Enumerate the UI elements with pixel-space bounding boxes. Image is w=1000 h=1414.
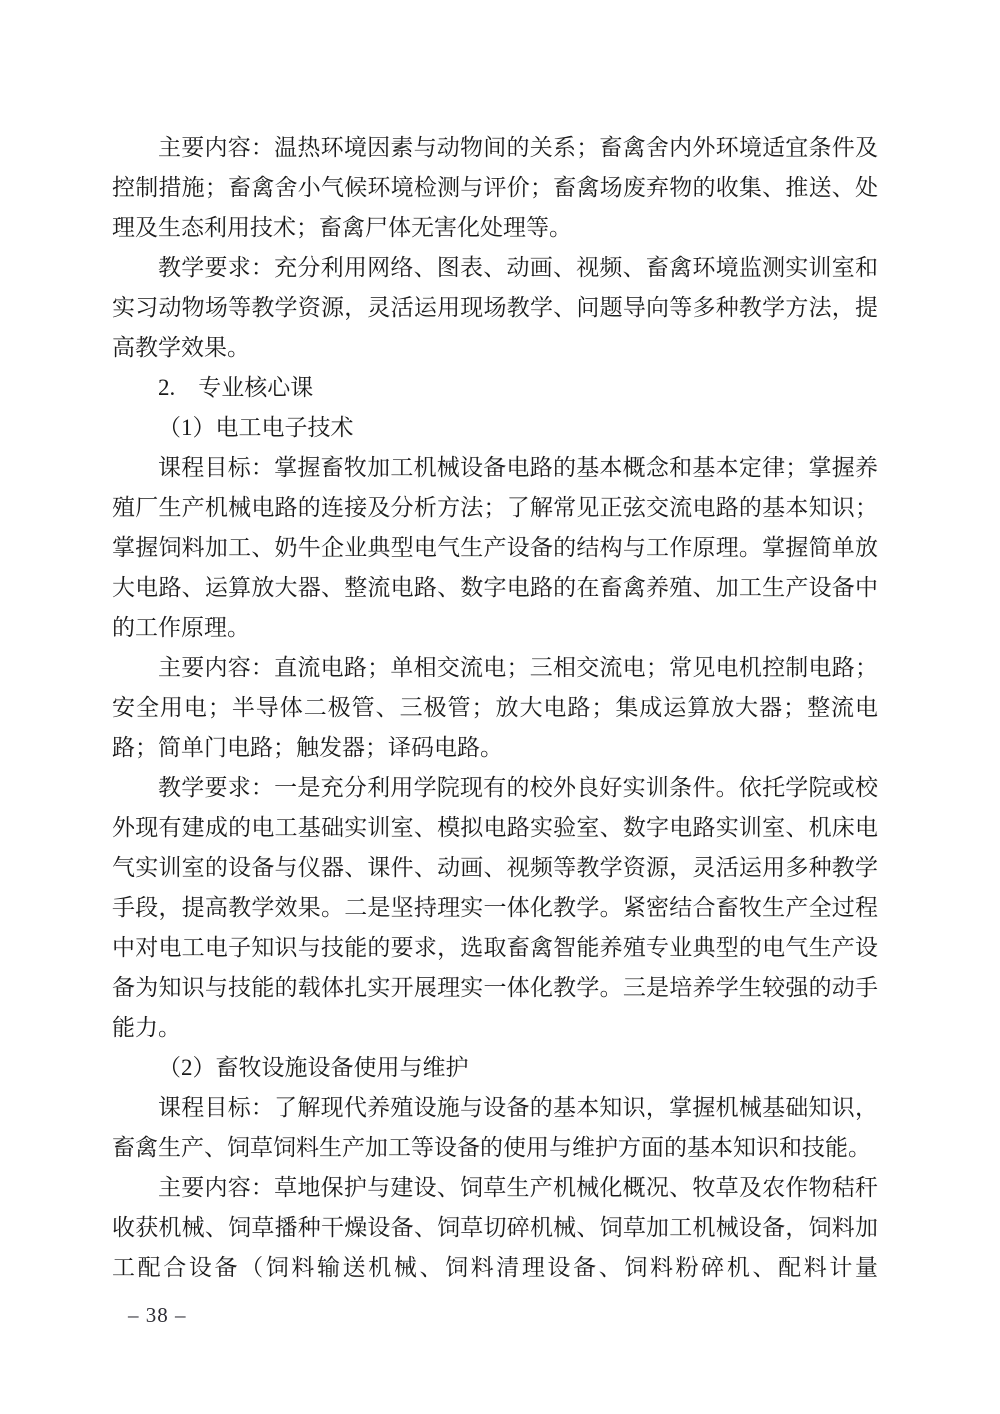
page-number: – 38 – — [128, 1303, 187, 1327]
heading-course-2-equipment-maintenance: （2）畜牧设施设备使用与维护 — [158, 1055, 469, 1080]
heading-core-courses-section: 2. 专业核心课 — [158, 375, 314, 400]
document-body — [112, 128, 878, 1288]
paragraph-course-2-objectives: 课程目标：了解现代养殖设施与设备的基本知识，掌握机械基础知识，畜禽生产、饲草饲料生产加工等设备的使用与维护方面的基本知识和技能。 — [112, 1095, 878, 1160]
paragraph-env-course-teaching-requirements: 教学要求：充分利用网络、图表、动画、视频、畜禽环境监测实训室和实习动物场等教学资源，灵活运用现场教学、问题导向等多种教学方法，提高教学效果。 — [112, 255, 878, 360]
paragraph-course-1-objectives: 课程目标：掌握畜牧加工机械设备电路的基本概念和基本定律；掌握养殖厂生产机械电路的连接及分析方法；了解常见正弦交流电路的基本知识；掌握饲料加工、奶牛企业典型电气生产设备的结构与工作原理。掌握简单放大电路、运算放大器、整流电路、数字电路的在畜禽养殖、加工生产设备中的工作原理。 — [112, 455, 878, 640]
paragraph-env-course-main-content: 主要内容：温热环境因素与动物间的关系；畜禽舍内外环境适宜条件及控制措施；畜禽舍小气候环境检测与评价；畜禽场废弃物的收集、推送、处理及生态利用技术；畜禽尸体无害化处理等。 — [112, 135, 878, 240]
paragraph-course-1-teaching-requirements: 教学要求：一是充分利用学院现有的校外良好实训条件。依托学院或校外现有建成的电工基础实训室、模拟电路实验室、数字电路实训室、机床电气实训室的设备与仪器、课件、动画、视频等教学资源，灵活运用多种教学手段，提高教学效果。二是坚持理实一体化教学。紧密结合畜牧生产全过程中对电工电子知识与技能的要求，选取畜禽智能养殖专业典型的电气生产设备为知识与技能的载体扎实开展理实一体化教学。三是培养学生较强的动手能力。 — [112, 775, 878, 1040]
heading-course-1-electrotechnics: （1）电工电子技术 — [158, 415, 354, 440]
paragraph-course-1-main-content: 主要内容：直流电路；单相交流电；三相交流电；常见电机控制电路；安全用电；半导体二极管、三极管；放大电路；集成运算放大器；整流电路；简单门电路；触发器；译码电路。 — [112, 655, 878, 760]
paragraph-course-2-main-content: 主要内容：草地保护与建设、饲草生产机械化概况、牧草及农作物秸秆收获机械、饲草播种干燥设备、饲草切碎机械、饲草加工机械设备，饲料加工配合设备（饲料输送机械、饲料清理设备、饲料粉碎机、配料计量 — [112, 1175, 878, 1280]
